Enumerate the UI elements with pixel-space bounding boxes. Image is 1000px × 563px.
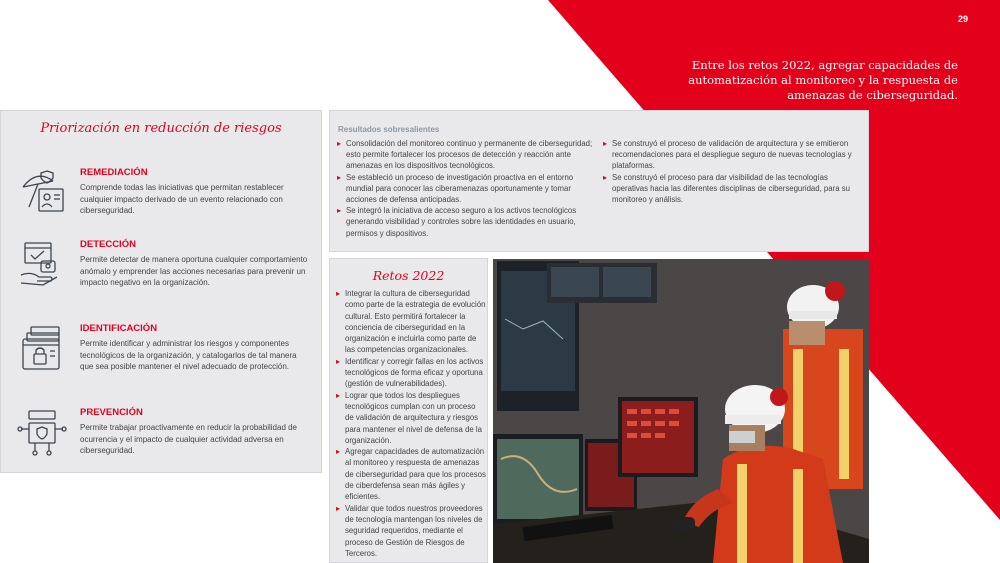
list-item: ▸ Identificar y corregir fallas en los activos tecnológicos de forma eficaz y oportuna (gestión de vulnerabilidades). <box>336 356 486 390</box>
item-title: DETECCIÓN <box>80 239 136 250</box>
list-item: ▸ Se construyó el proceso de validación de arquitectura y se emitieron recomendaciones para el despliegue seguro de nuevas tecnologías y plataformas. <box>603 138 865 172</box>
results-title: Resultados sobresalientes <box>338 125 440 134</box>
challenges-list <box>336 288 486 559</box>
item-description: Comprende todas las iniciativas que permitan restablecer cualquier impacto derivado de un evento relacionado con ciberseguridad. <box>80 183 284 215</box>
item-title: PREVENCIÓN <box>80 407 143 418</box>
intro-statement: Entre los retos 2022, agregar capacidades de automatización al monitoreo y la respuesta de amenazas de ciberseguridad. <box>688 58 958 102</box>
network-shield-icon <box>17 407 67 457</box>
list-item: ▸ Agregar capacidades de automatización al monitoreo y respuesta de amenazas de ciberseguridad para que los procesos de ciberdefensa sean más ágiles y eficientes. <box>336 446 486 502</box>
umbrella-shield-icon <box>17 167 67 217</box>
item-description: Permite trabajar proactivamente en reducir la probabilidad de ocurrencia y el impacto de cualquier actividad adversa en ciberseguridad. <box>80 423 298 455</box>
control-room-photo <box>493 259 869 563</box>
results-column-2 <box>603 138 865 205</box>
results-panel <box>329 110 869 252</box>
list-item: ▸ Lograr que todos los despliegues tecnológicos cumplan con un proceso de validación de arquitectura y riesgos para mantener el nivel de defensa de la organización. <box>336 390 486 446</box>
list-item: ▸ Integrar la cultura de ciberseguridad como parte de la estrategia de evolución cultural. Esto permitirá fortalecer la conciencia de ciberseguridad en la organización e incluirla como parte de las competencias organizacionales. <box>336 288 486 356</box>
list-item: ▸ Se estableció un proceso de investigación proactiva en el entorno mundial para conocer las ciberamenazas oportunamente y tomar acciones de defensa anticipadas. <box>337 172 599 206</box>
item-description: Permite identificar y administrar los riesgos y componentes tecnológicos de la organización, y catalogarlos de tal manera que sea posible mantener el nivel adecuado de protección. <box>80 339 297 371</box>
server-lock-icon <box>17 323 67 373</box>
item-identificacion <box>17 323 317 393</box>
monitor-hand-icon <box>17 239 67 289</box>
item-prevencion <box>17 407 317 477</box>
list-item: ▸ Se integró la iniciativa de acceso seguro a los activos tecnológicos generando visibilidad y controles sobre las identidades en usuario, permisos y dispositivos. <box>337 205 599 239</box>
list-item: ▸ Se construyó el proceso para dar visibilidad de las tecnologías operativas hacia las diferentes disciplinas de ciberseguridad, para su monitoreo y análisis. <box>603 172 865 206</box>
page-number: 29 <box>957 14 968 24</box>
item-remediacion <box>17 167 317 237</box>
item-deteccion <box>17 239 317 309</box>
panel-title: Priorización en reducción de riesgos <box>40 121 282 136</box>
challenges-title: Retos 2022 <box>372 268 445 283</box>
item-description: Permite detectar de manera oportuna cualquier comportamiento anómalo y emprender las acciones necesarias para prevenir un impacto negativo en la organización. <box>80 255 308 287</box>
item-title: REMEDIACIÓN <box>80 167 148 178</box>
item-title: IDENTIFICACIÓN <box>80 323 158 334</box>
list-item: ▸ Validar que todos nuestros proveedores de tecnología mantengan los niveles de seguridad requeridos, mediante el proceso de Gestión de Riesgos de Terceros. <box>336 503 486 559</box>
challenges-2022-panel <box>329 258 488 563</box>
risk-prioritization-panel <box>0 110 322 473</box>
list-item: ▸ Consolidación del monitoreo continuo y permanente de ciberseguridad; esto permite fortalecer los procesos de detección y reacción ante amenazas en los dispositivos tecnológicos. <box>337 138 599 172</box>
results-column-1 <box>337 138 599 239</box>
